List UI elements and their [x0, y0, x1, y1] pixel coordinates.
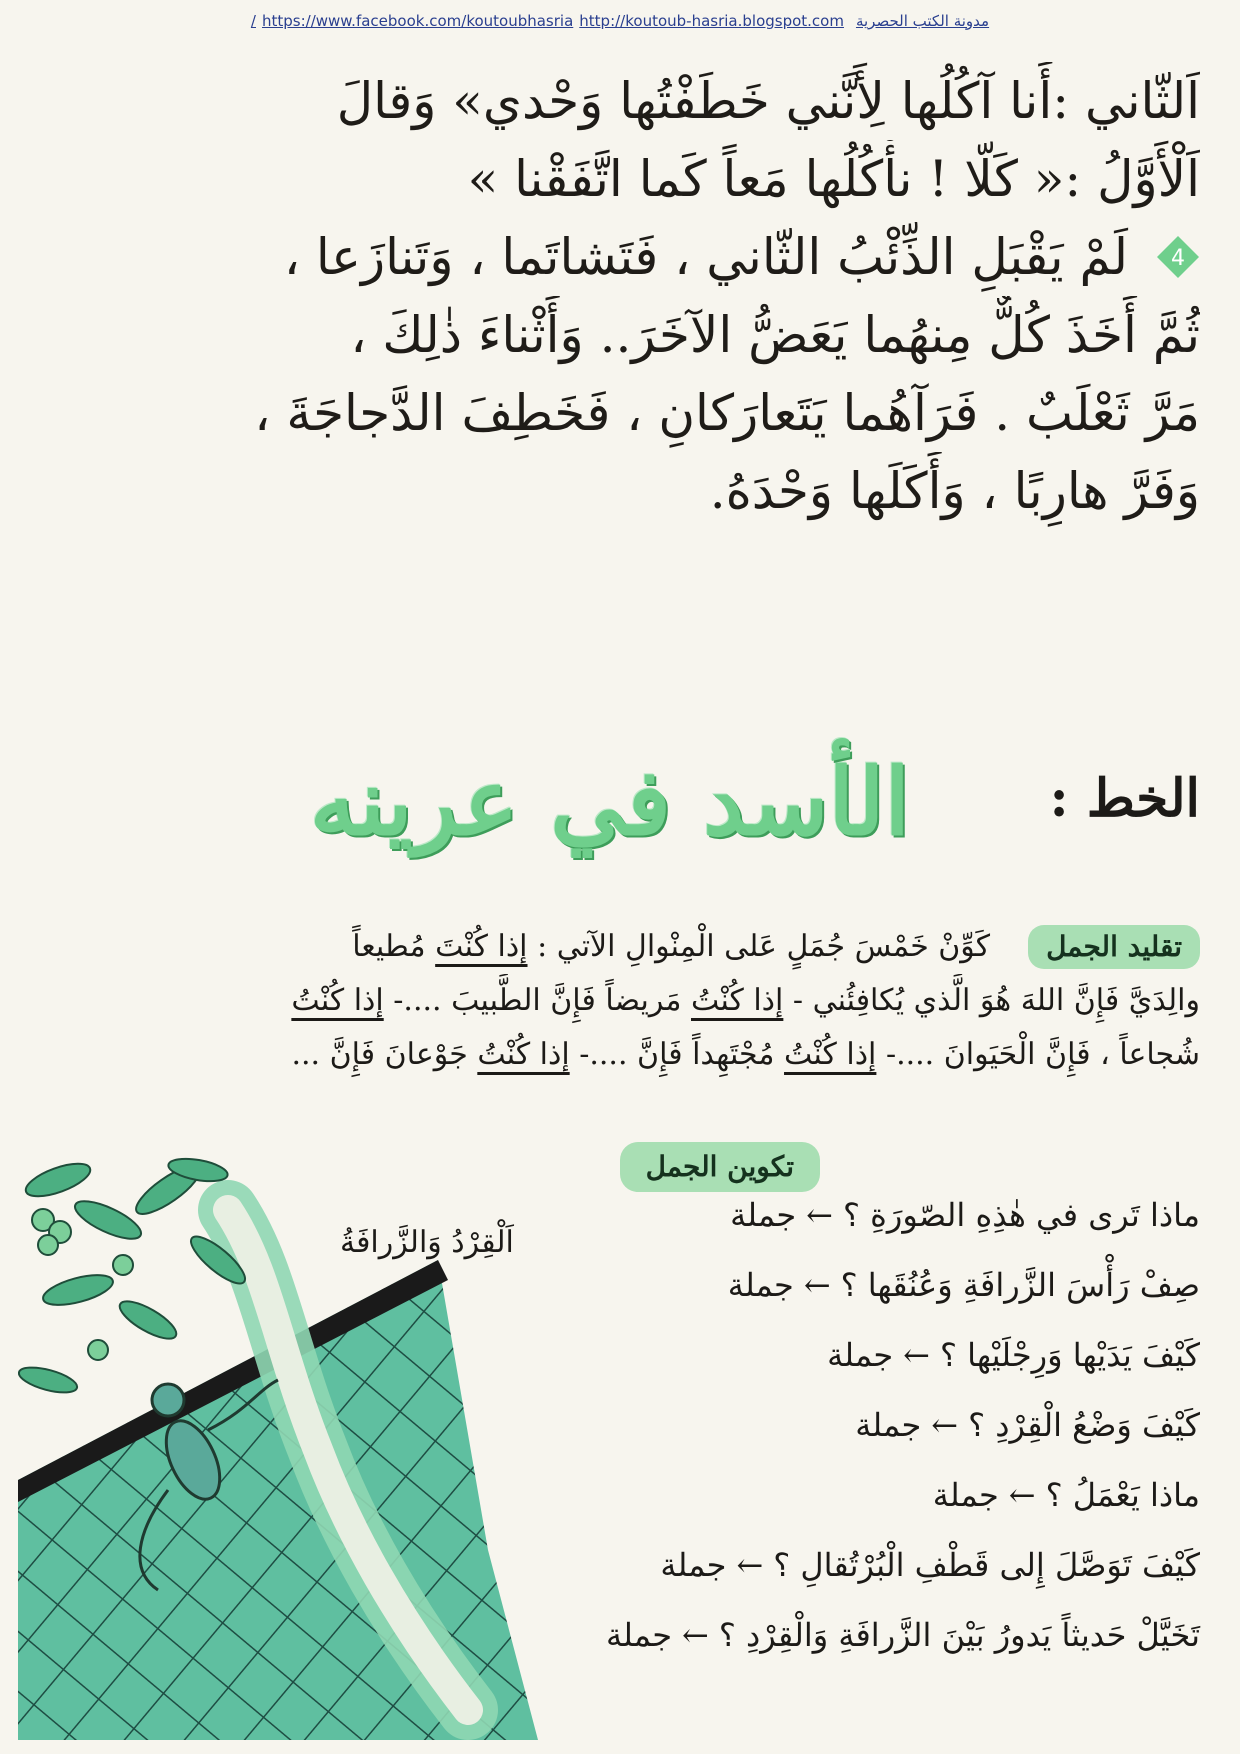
calligraphy-phrase: الأسد في عرينه	[309, 748, 910, 856]
question-item	[500, 1600, 1200, 1670]
exercise-instruction: كَوِّنْ خَمْسَ جُمَلٍ عَلى الْمِنْوالِ الآتي :	[537, 929, 991, 964]
answer-placeholder: جملة	[605, 1616, 673, 1654]
if-clause: إذا كُنْتُ	[784, 1037, 877, 1072]
arrow-left-icon: ←	[931, 1406, 959, 1444]
question-item	[500, 1250, 1200, 1320]
question-item	[500, 1460, 1200, 1530]
paragraph-number: 4	[1171, 246, 1185, 271]
question-item	[500, 1390, 1200, 1460]
blog-name-link[interactable]: مدونة الكتب الحصرية	[855, 12, 990, 30]
question-text: تَخَيَّلْ حَديثاً يَدورُ بَيْنَ الزَّرافَةِ وَالْقِرْدِ ؟	[718, 1616, 1200, 1654]
question-item	[500, 1530, 1200, 1600]
arrow-left-icon: ←	[736, 1546, 764, 1584]
exercise-text: مُجْتَهِداً فَإِنَّ ....-	[579, 1037, 775, 1072]
arrow-left-icon: ←	[803, 1266, 831, 1304]
answer-placeholder: جملة	[855, 1406, 922, 1444]
question-text: كَيْفَ تَوَصَّلَ إِلى قَطْفِ الْبُرْتُقالِ ؟	[773, 1546, 1200, 1584]
story-line: مَرَّ ثَعْلَبٌ . فَرَآهُما يَتَعارَكانِ ، فَخَطِفَ الدَّجاجَةَ ،	[254, 384, 1200, 442]
story-line: اَلثّاني :أَنا آكُلُها لِأَنَّني خَطَفْتُها وَحْدي» وَقالَ	[336, 72, 1200, 130]
if-clause: إذا كُنْتُ	[477, 1037, 570, 1072]
story-line-text: لَمْ يَقْبَلِ الذِّئْبُ الثّاني ، فَتَشاتَما ، وَتَنازَعا ،	[283, 228, 1128, 286]
paragraph-number-badge	[1156, 235, 1200, 279]
exercise-text: شُجاعاً ، فَإِنَّ الْحَيَوانَ ....-	[885, 1037, 1200, 1072]
question-text: ماذا تَرى في هٰذِهِ الصّورَةِ ؟	[842, 1196, 1200, 1234]
model-rest: مُطيعاً	[352, 929, 426, 964]
answer-placeholder: جملة	[730, 1196, 797, 1234]
question-list	[500, 1180, 1200, 1670]
story-line: اَلْأَوَّلُ :« كَلّا ! نأْكُلُها مَعاً كَما اتَّفَقْنا »	[467, 150, 1200, 208]
arrow-left-icon: ←	[806, 1196, 833, 1234]
question-text: كَيْفَ وَضْعُ الْقِرْدِ ؟	[968, 1406, 1200, 1444]
facebook-link[interactable]: https://www.facebook.com/koutoubhasria	[261, 12, 574, 30]
sentence-building-tag: تكوين الجمل	[620, 1142, 820, 1192]
blog-url-link[interactable]: http://koutoub-hasria.blogspot.com/	[250, 12, 844, 30]
story-line-numbered	[50, 218, 1200, 296]
calligraphy-label: الخط :	[1049, 768, 1200, 829]
exercise-text: جَوْعانَ فَإِنَّ ...	[291, 1037, 468, 1072]
calligraphy-section	[40, 748, 1200, 878]
exercise-text: والِدَيَّ فَإِنَّ اللهَ هُوَ الَّذي يُكافِئُني -	[792, 983, 1200, 1018]
answer-placeholder: جملة	[932, 1476, 999, 1514]
story-text	[50, 62, 1200, 530]
exercise-tag: تقليد الجمل	[1028, 925, 1200, 969]
model-if-clause: إذا كُنْتَ	[435, 929, 528, 964]
exercise-line-2	[50, 974, 1200, 1028]
arrow-left-icon: ←	[682, 1616, 709, 1654]
question-text: ماذا يَعْمَلُ ؟	[1045, 1476, 1200, 1514]
exercise-line-3	[50, 1028, 1200, 1082]
if-clause: إذا كُنْتُ	[691, 983, 784, 1018]
sentence-imitation-exercise	[50, 920, 1200, 1082]
question-item	[500, 1320, 1200, 1390]
if-clause: إذا كُنْتُ	[291, 983, 384, 1018]
arrow-left-icon: ←	[903, 1336, 930, 1374]
answer-placeholder: جملة	[660, 1546, 727, 1584]
answer-placeholder: جملة	[827, 1336, 894, 1374]
story-line: وَفَرَّ هارِبًا ، وَأَكَلَها وَحْدَهُ.	[709, 462, 1200, 520]
answer-placeholder: جملة	[727, 1266, 794, 1304]
illustration-caption: اَلْقِرْدُ وَالزَّرافَةُ	[340, 1225, 514, 1260]
arrow-left-icon: ←	[1008, 1476, 1036, 1514]
exercise-text: مَريضاً فَإِنَّ الطَّبيبَ ....-	[393, 983, 682, 1018]
question-text: كَيْفَ يَدَيْها وَرِجْلَيْها ؟	[939, 1336, 1200, 1374]
header-links	[0, 12, 1240, 30]
question-text: صِفْ رَأْسَ الزَّرافَةِ وَعُنُقَها ؟	[840, 1266, 1200, 1304]
exercise-instruction-line	[50, 920, 1200, 974]
story-line: ثُمَّ أَخَذَ كُلٌّ مِنهُما يَعَضُّ الآخَرَ.. وَأَثْناءَ ذٰلِكَ ،	[350, 306, 1200, 364]
question-item	[500, 1180, 1200, 1250]
